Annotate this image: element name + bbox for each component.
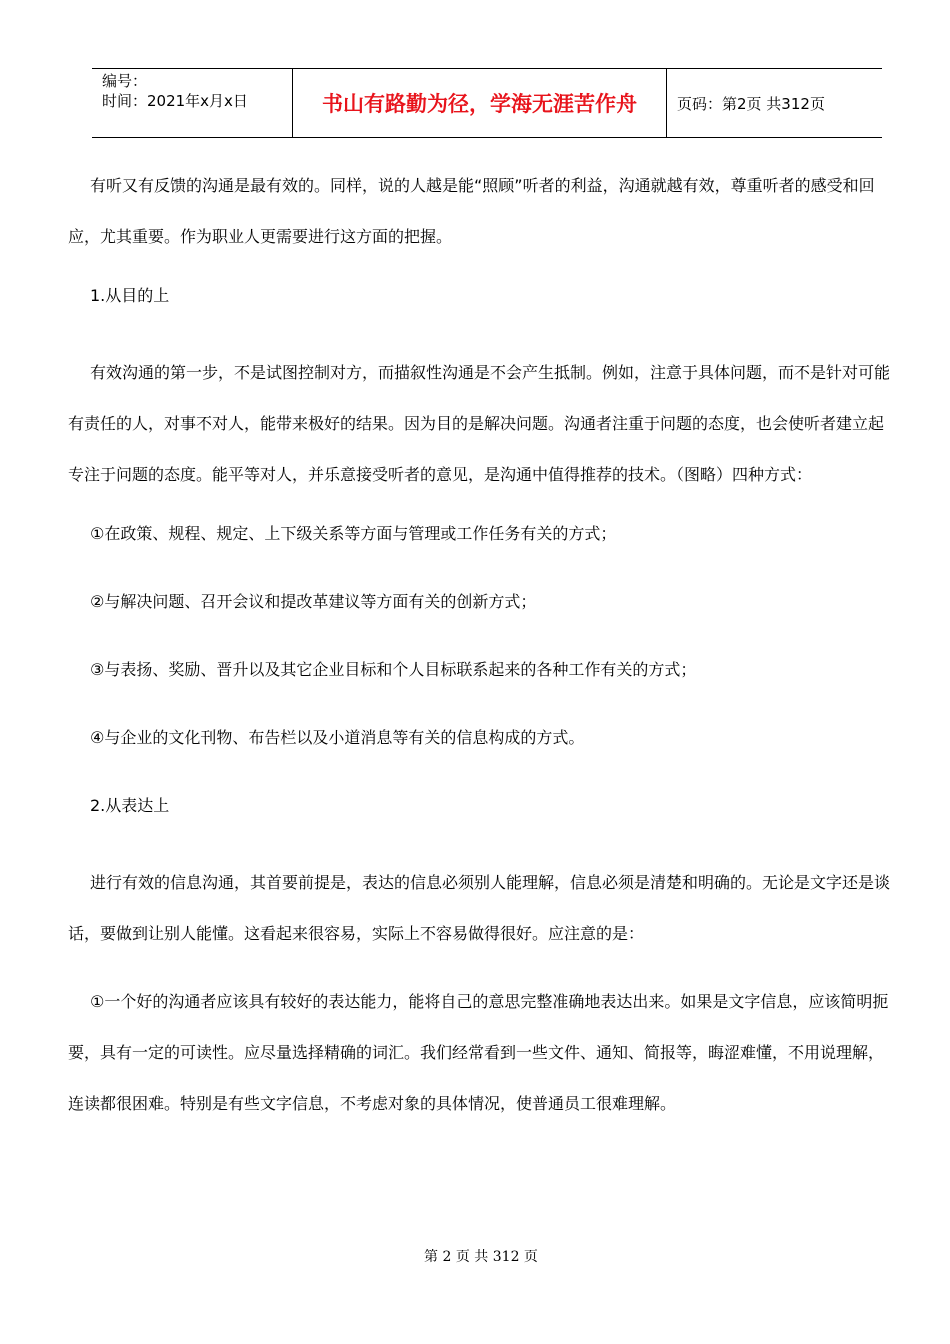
document-body	[68, 160, 898, 1129]
header-meta-cell	[92, 69, 293, 137]
section-heading: 1.从目的上	[90, 286, 170, 305]
header-page-code: 页码：第2页 共312页	[677, 94, 825, 113]
page-footer: 第 2 页 共 312 页	[424, 1249, 538, 1265]
section-heading: 2.从表达上	[90, 796, 170, 815]
header-motto: 书山有路勤为径，学海无涯苦作舟	[293, 69, 667, 137]
list-item: ④与企业的文化刊物、布告栏以及小道消息等有关的信息构成的方式。	[90, 728, 585, 747]
document-header	[92, 68, 882, 138]
list-item: ②与解决问题、召开会议和提改革建议等方面有关的创新方式；	[90, 592, 537, 611]
paragraph: 有效沟通的第一步，不是试图控制对方，而描叙性沟通是不会产生抵制。例如，注意于具体问题，而不是针对可能有责任的人，对事不对人，能带来极好的结果。因为目的是解决问题。沟通者注重于问题的态度，也会使听者建立起专注于问题的态度。能平等对人，并乐意接受听者的意见，是沟通中值得推荐的技术。（图略）四种方式：	[68, 363, 891, 484]
number-label: 编号：	[102, 72, 148, 90]
paragraph: 进行有效的信息沟通，其首要前提是，表达的信息必须别人能理解，信息必须是清楚和明确的。无论是文字还是谈话，要做到让别人能懂。这看起来很容易，实际上不容易做得很好。应注意的是：	[68, 873, 891, 943]
paragraph: ①一个好的沟通者应该具有较好的表达能力，能将自己的意思完整准确地表达出来。如果是文字信息，应该简明扼要，具有一定的可读性。应尽量选择精确的词汇。我们经常看到一些文件、通知、简报等，晦涩难懂，不用说理解，连读都很困难。特别是有些文字信息，不考虑对象的具体情况，使普通员工很难理解。	[68, 992, 889, 1113]
list-item: ③与表扬、奖励、晋升以及其它企业目标和个人目标联系起来的各种工作有关的方式；	[90, 660, 697, 679]
list-item: ①在政策、规程、规定、上下级关系等方面与管理或工作任务有关的方式；	[90, 524, 617, 543]
time-label: 时间：2021年x月x日	[102, 92, 248, 110]
paragraph: 有听又有反馈的沟通是最有效的。同样，说的人越是能“照顾”听者的利益，沟通就越有效，尊重听者的感受和回应，尤其重要。作为职业人更需要进行这方面的把握。	[68, 176, 875, 246]
